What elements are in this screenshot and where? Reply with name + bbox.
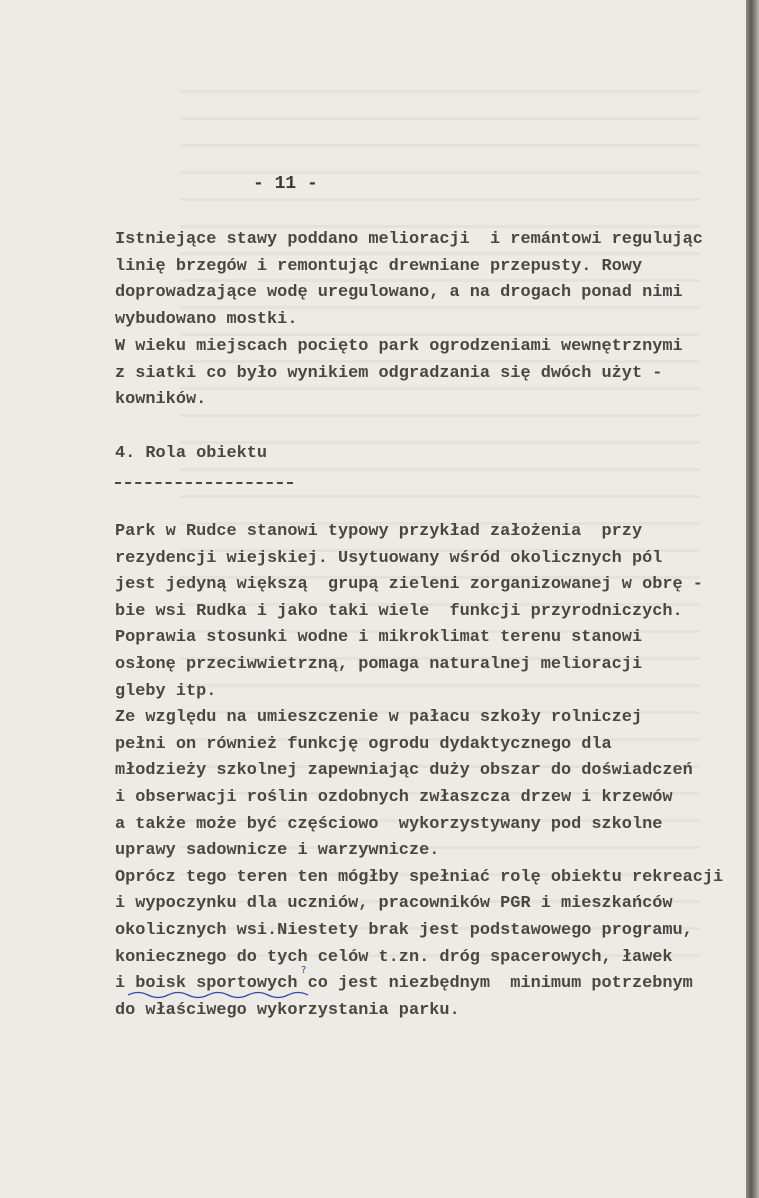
- text-line: linię brzegów i remontując drewniane przepusty. Rowy: [115, 256, 643, 276]
- text-line: bie wsi Rudka i jako taki wiele funkcji przyrodniczych.: [115, 601, 683, 621]
- text-line: i obserwacji roślin ozdobnych zwłaszcza drzew i krzewów: [115, 788, 673, 807]
- text-line: Oprócz tego teren ten mógłby spełniać rolę obiektu rekreacji: [115, 867, 724, 887]
- text-line: do właściwego wykorzystania parku.: [115, 1000, 460, 1020]
- text-line: okolicznych wsi.Niestety brak jest podstawowego programu,: [115, 921, 693, 940]
- text-line: a także może być częściowo wykorzystywany pod szkolne: [115, 814, 663, 834]
- text-line: W wieku miejscach pocięto park ogrodzeniami wewnętrznymi: [115, 336, 683, 356]
- text-line: młodzieży szkolnej zapewniając duży obszar do doświadczeń: [115, 761, 693, 781]
- text-line: uprawy sadownicze i warzywnicze.: [115, 841, 440, 861]
- handwritten-question-mark: ?: [301, 965, 307, 976]
- text-line: rezydencji wiejskiej. Usytuowany wśród okolicznych pól: [115, 548, 663, 568]
- scan-edge: [746, 0, 759, 1198]
- text-line: kowników.: [115, 390, 207, 410]
- text-line: Istniejące stawy poddano melioracji i remántowi regulując: [115, 230, 703, 249]
- text-line: doprowadzające wodę uregulowano, a na drogach ponad nimi: [115, 283, 683, 303]
- heading-underline: [115, 482, 293, 484]
- text-line: pełni on również funkcję ogrodu dydaktycznego dla: [115, 734, 612, 754]
- text-line: Poprawia stosunki wodne i mikroklimat terenu stanowi: [115, 628, 643, 648]
- text-line: i wypoczynku dla uczniów, pracowników PGR i mieszkańców: [115, 894, 673, 914]
- text-line: koniecznego do tych celów t.zn. dróg spacerowych, ławek: [115, 947, 673, 967]
- text-line: wybudowano mostki.: [115, 310, 298, 330]
- text-line: Park w Rudce stanowi typowy przykład założenia przy: [115, 522, 643, 541]
- text-line: gleby itp.: [115, 681, 217, 701]
- text-line: Ze względu na umieszczenie w pałacu szkoły rolniczej: [115, 708, 643, 728]
- page-number: - 11 -: [253, 174, 318, 194]
- handwritten-squiggle-underline: [128, 990, 313, 1002]
- section-heading: 4. Rola obiektu: [115, 444, 268, 463]
- text-line: jest jedyną większą grupą zieleni zorganizowanej w obrę -: [115, 575, 703, 595]
- text-line: osłonę przeciwwietrzną, pomaga naturalnej melioracji: [115, 655, 643, 674]
- text-line: z siatki co było wynikiem odgradzania się dwóch użyt -: [115, 363, 663, 383]
- text-line: i boisk sportowych co jest niezbędnym minimum potrzebnym: [115, 974, 693, 994]
